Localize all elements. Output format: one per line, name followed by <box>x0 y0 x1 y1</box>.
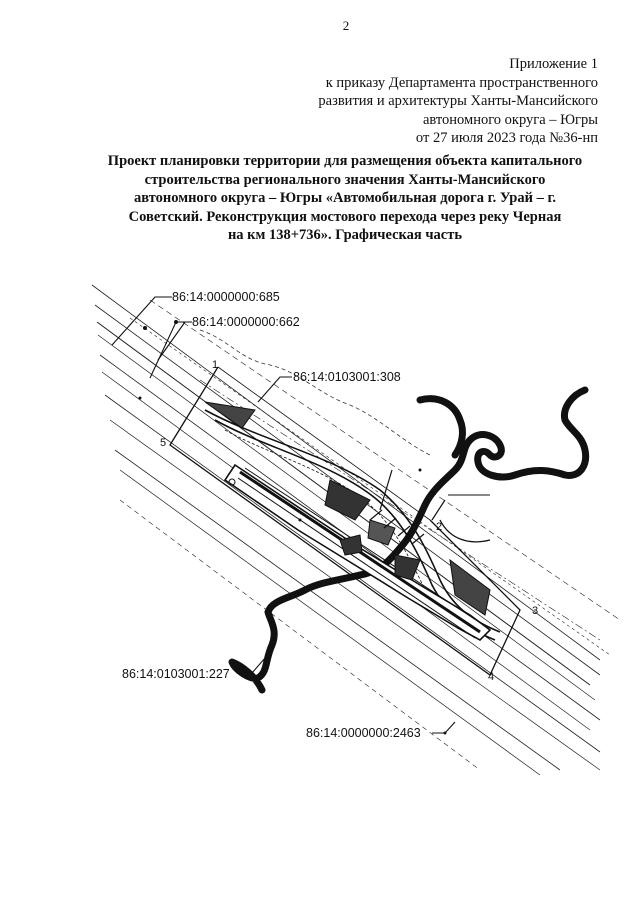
bank-line <box>200 330 430 455</box>
point-number: 4 <box>488 671 495 683</box>
parcel-label: 86:14:0000000:2463 <box>306 726 421 740</box>
parcel-label: 86:14:0000000:662 <box>192 315 300 329</box>
title-line: автономного округа – Югры «Автомобильная дорога г. Урай – г. <box>133 190 557 206</box>
point-number: 1 <box>212 359 219 371</box>
appendix-line: Приложение 1 <box>509 56 598 72</box>
river-loop <box>420 399 462 455</box>
title-line: Советский. Реконструкция мостового перехода через реку Черная <box>128 208 562 225</box>
point-number: 3 <box>532 605 539 617</box>
parcel-label: 86:14:0103001:308 <box>293 370 401 384</box>
stream-line <box>440 520 490 542</box>
slope-hatching <box>205 402 490 615</box>
page-number: 2 <box>342 18 350 33</box>
parcel-label: 86:14:0103001:227 <box>122 667 230 681</box>
parcel-label: 86:14:0000000:685 <box>172 290 280 304</box>
bypass-road <box>205 410 500 640</box>
title-line: Проект планировки территории для размещения объекта капитального <box>107 153 583 169</box>
point-number: 5 <box>160 437 167 449</box>
title-line: на км 138+736». Графическая часть <box>227 227 463 243</box>
appendix-line: к приказу Департамента пространственного <box>325 74 598 91</box>
appendix-line: от 27 июля 2023 года №36-нп <box>415 130 598 146</box>
road-lines <box>92 285 620 775</box>
appendix-line: развития и архитектуры Ханты-Мансийского <box>318 93 598 109</box>
title-line: строительства регионального значения Ханты-Мансийского <box>144 171 546 188</box>
appendix-line: автономного округа – Югры <box>422 111 598 128</box>
point-number: 2 <box>436 521 443 533</box>
